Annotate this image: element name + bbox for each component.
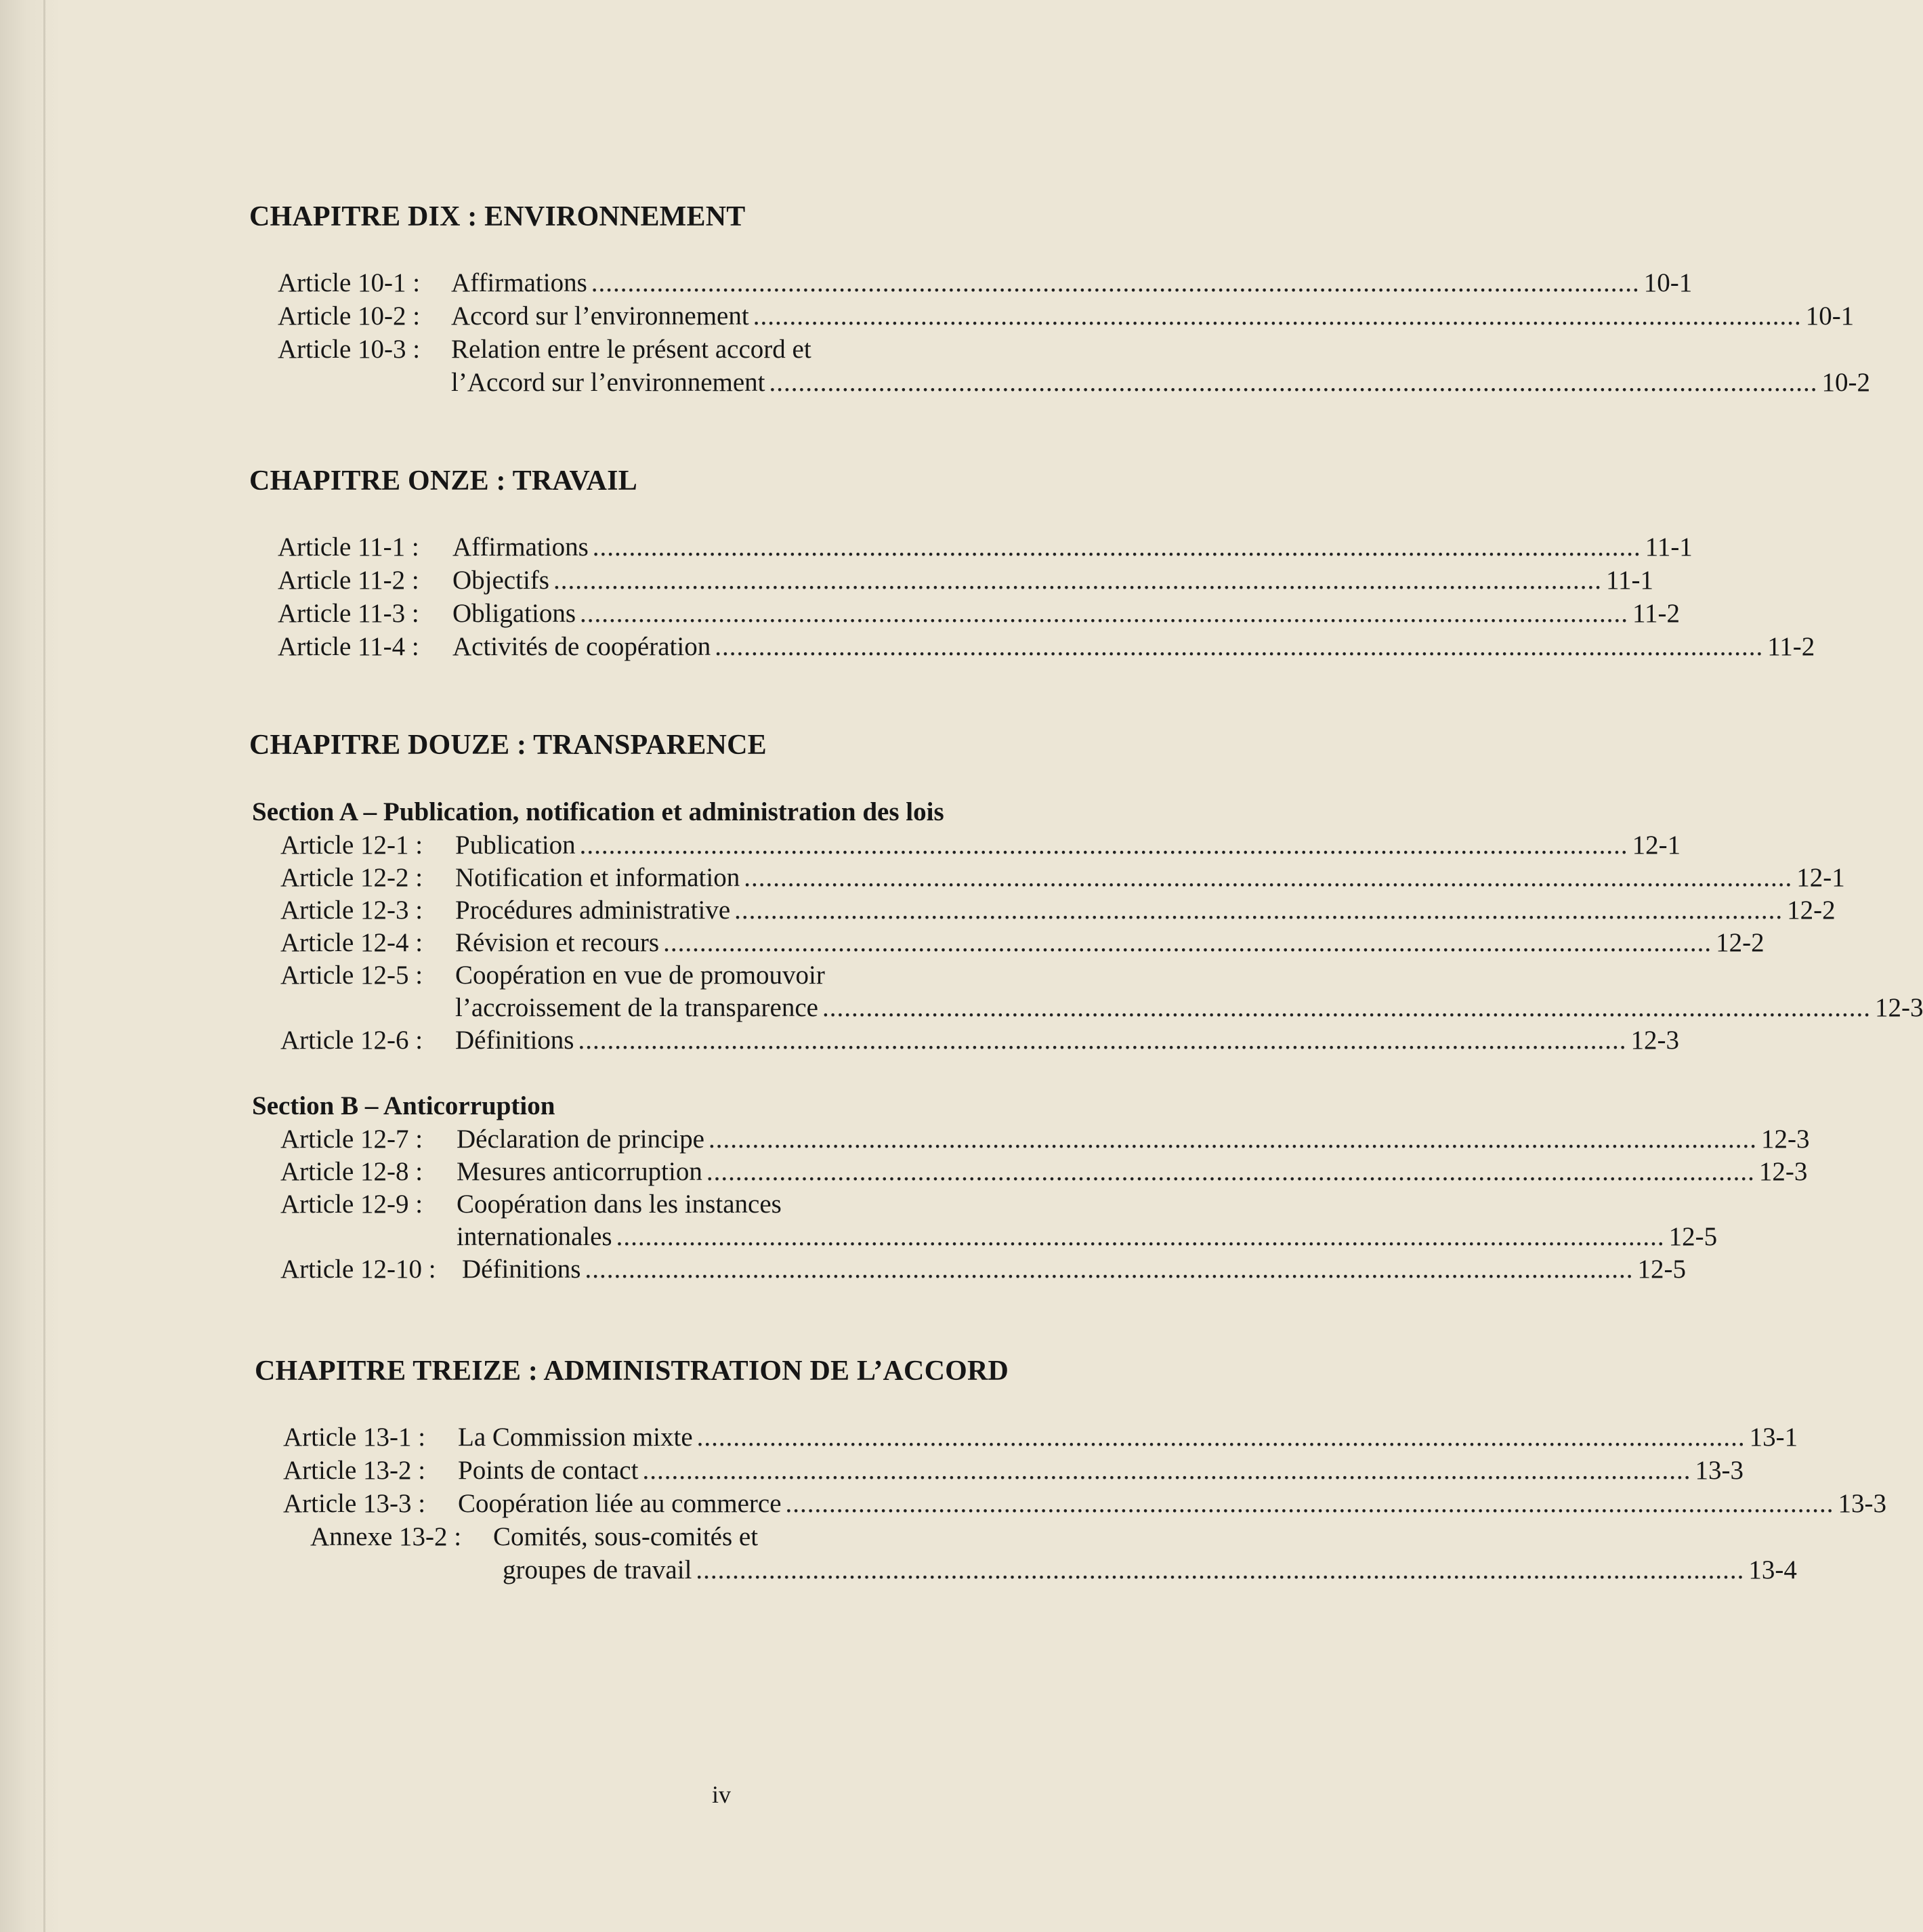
toc-entry-annexe-13-2 bbox=[310, 1521, 1053, 1553]
article-number: Article 13-2 : bbox=[283, 1456, 426, 1485]
page-number: 13-3 bbox=[1838, 1489, 1887, 1518]
toc-entry-13-2 bbox=[283, 1454, 1744, 1487]
toc-entry-12-9 bbox=[280, 1188, 1050, 1221]
page-number: 12-3 bbox=[1758, 1157, 1808, 1186]
dot-leader: ................................................................................................................................................ bbox=[553, 566, 1602, 595]
article-title-continued: l’Accord sur l’environnement bbox=[451, 368, 765, 397]
article-number: Article 11-4 : bbox=[278, 632, 419, 661]
toc-entry-12-8 bbox=[280, 1156, 1808, 1188]
article-title: Définitions bbox=[455, 1026, 574, 1055]
page-number: 11-2 bbox=[1767, 632, 1815, 661]
dot-leader: ................................................................................................................................................ bbox=[642, 1456, 1691, 1485]
dot-leader: ................................................................................................................................................ bbox=[734, 896, 1783, 925]
article-number: Article 12-2 : bbox=[280, 863, 423, 892]
article-title: Obligations bbox=[452, 599, 576, 628]
toc-entry-12-1 bbox=[280, 829, 1681, 862]
dot-leader: ................................................................................................................................................ bbox=[579, 831, 1628, 860]
section-title-12a: Section A – Publication, notification et administration des lois bbox=[252, 797, 944, 826]
page-number: 12-1 bbox=[1632, 831, 1681, 860]
page-number: 12-5 bbox=[1637, 1255, 1686, 1284]
dot-leader: ................................................................................................................................................ bbox=[591, 268, 1640, 297]
annex-number: Annexe 13-2 : bbox=[310, 1522, 462, 1551]
page-number: 11-2 bbox=[1632, 599, 1681, 628]
toc-entry-12-10 bbox=[280, 1253, 1686, 1286]
annex-title-continued: groupes de travail bbox=[503, 1555, 692, 1584]
article-title: Relation entre le présent accord et bbox=[451, 335, 811, 364]
dot-leader: ................................................................................................................................................ bbox=[715, 632, 1764, 661]
dot-leader: ................................................................................................................................................ bbox=[822, 993, 1871, 1022]
dot-leader: ................................................................................................................................................ bbox=[744, 863, 1793, 892]
chapter-title-12: CHAPITRE DOUZE : TRANSPARENCE bbox=[249, 730, 767, 761]
toc-entry-11-4 bbox=[278, 631, 1815, 663]
page-number: 13-1 bbox=[1749, 1423, 1798, 1452]
page-number: 12-3 bbox=[1874, 993, 1923, 1022]
article-number: Article 11-2 : bbox=[278, 566, 419, 595]
dot-leader: ................................................................................................................................................ bbox=[696, 1555, 1745, 1584]
article-title: Notification et information bbox=[455, 863, 740, 892]
toc-entry-12-3 bbox=[280, 894, 1836, 927]
dot-leader: ................................................................................................................................................ bbox=[578, 1026, 1627, 1055]
dot-leader: ................................................................................................................................................ bbox=[785, 1489, 1834, 1518]
article-title: Coopération dans les instances bbox=[457, 1190, 782, 1219]
chapter-title-10: CHAPITRE DIX : ENVIRONNEMENT bbox=[249, 201, 746, 232]
page-number: 11-1 bbox=[1605, 566, 1654, 595]
toc-entry-10-1 bbox=[278, 267, 1693, 299]
toc-entry-11-3 bbox=[278, 597, 1681, 630]
article-title: Affirmations bbox=[451, 268, 587, 297]
page-number: 13-4 bbox=[1748, 1555, 1797, 1584]
article-number: Article 12-1 : bbox=[280, 831, 423, 860]
page-number: 12-2 bbox=[1787, 896, 1836, 925]
article-number: Article 12-3 : bbox=[280, 896, 423, 925]
dot-leader: ................................................................................................................................................ bbox=[580, 599, 1628, 628]
section-title-12b: Section B – Anticorruption bbox=[252, 1091, 555, 1120]
article-number: Article 10-2 : bbox=[278, 301, 421, 331]
article-number: Article 12-4 : bbox=[280, 928, 423, 957]
toc-entry-12-4 bbox=[280, 927, 1764, 959]
article-number: Article 11-1 : bbox=[278, 532, 419, 562]
article-number: Article 12-10 : bbox=[280, 1255, 436, 1284]
page-number: 12-5 bbox=[1668, 1222, 1718, 1251]
page-number: 10-2 bbox=[1821, 368, 1871, 397]
article-title: Déclaration de principe bbox=[457, 1125, 704, 1154]
toc-entry-11-1 bbox=[278, 531, 1693, 564]
page-spine-shadow bbox=[43, 0, 45, 1932]
article-number: Article 12-6 : bbox=[280, 1026, 423, 1055]
article-number: Article 12-5 : bbox=[280, 961, 423, 990]
chapter-title-11: CHAPITRE ONZE : TRAVAIL bbox=[249, 465, 637, 497]
article-title: Points de contact bbox=[458, 1456, 639, 1485]
toc-entry-13-3 bbox=[283, 1488, 1887, 1520]
dot-leader: ................................................................................................................................................ bbox=[709, 1125, 1757, 1154]
page-number: 12-2 bbox=[1716, 928, 1764, 957]
toc-entry-10-2 bbox=[278, 300, 1855, 333]
dot-leader: ................................................................................................................................................ bbox=[706, 1157, 1755, 1186]
toc-entry-12-5-continued bbox=[455, 992, 1923, 1024]
page-number: 12-1 bbox=[1796, 863, 1845, 892]
article-number: Article 13-3 : bbox=[283, 1489, 426, 1518]
dot-leader: ................................................................................................................................................ bbox=[696, 1423, 1746, 1452]
toc-entry-10-3 bbox=[278, 333, 1050, 366]
page-number: 11-1 bbox=[1645, 532, 1693, 562]
article-title-continued: l’accroissement de la transparence bbox=[455, 993, 818, 1022]
article-title: Objectifs bbox=[452, 566, 549, 595]
article-title: Coopération en vue de promouvoir bbox=[455, 961, 825, 990]
page-number: 13-3 bbox=[1695, 1456, 1744, 1485]
article-title: Publication bbox=[455, 831, 576, 860]
dot-leader: ................................................................................................................................................ bbox=[592, 532, 1641, 562]
article-number: Article 12-8 : bbox=[280, 1157, 423, 1186]
page-number: 10-1 bbox=[1805, 301, 1855, 331]
article-title: Accord sur l’environnement bbox=[451, 301, 749, 331]
article-title: Activités de coopération bbox=[452, 632, 711, 661]
article-title: Mesures anticorruption bbox=[457, 1157, 702, 1186]
dot-leader: ................................................................................................................................................ bbox=[769, 368, 1818, 397]
toc-entry-11-2 bbox=[278, 564, 1654, 597]
toc-entry-12-7 bbox=[280, 1123, 1810, 1156]
article-title: Procédures administrative bbox=[455, 896, 731, 925]
article-title-continued: internationales bbox=[457, 1222, 612, 1251]
article-title: La Commission mixte bbox=[458, 1423, 693, 1452]
article-number: Article 12-9 : bbox=[280, 1190, 423, 1219]
toc-entry-13-1 bbox=[283, 1421, 1798, 1454]
article-number: Article 10-1 : bbox=[278, 268, 421, 297]
article-number: Article 10-3 : bbox=[278, 335, 421, 364]
toc-entry-10-3-continued bbox=[451, 366, 1871, 399]
article-title: Définitions bbox=[462, 1255, 581, 1284]
article-number: Article 13-1 : bbox=[283, 1423, 426, 1452]
page-number: 10-1 bbox=[1643, 268, 1693, 297]
article-title: Affirmations bbox=[452, 532, 589, 562]
page-folio: iv bbox=[711, 1781, 731, 1808]
article-title: Coopération liée au commerce bbox=[458, 1489, 782, 1518]
page-number: 12-3 bbox=[1630, 1026, 1679, 1055]
toc-entry-12-2 bbox=[280, 862, 1845, 894]
toc-entry-12-5 bbox=[280, 959, 1050, 992]
article-number: Article 12-7 : bbox=[280, 1125, 423, 1154]
dot-leader: ................................................................................................................................................ bbox=[616, 1222, 1665, 1251]
annex-title: Comités, sous-comités et bbox=[493, 1522, 759, 1551]
dot-leader: ................................................................................................................................................ bbox=[663, 928, 1712, 957]
page-number: 12-3 bbox=[1761, 1125, 1810, 1154]
dot-leader: ................................................................................................................................................ bbox=[585, 1255, 1634, 1284]
article-number: Article 11-3 : bbox=[278, 599, 419, 628]
dot-leader: ................................................................................................................................................ bbox=[753, 301, 1802, 331]
toc-entry-12-6 bbox=[280, 1024, 1679, 1057]
toc-entry-12-9-continued bbox=[457, 1221, 1718, 1253]
chapter-title-13: CHAPITRE TREIZE : ADMINISTRATION DE L’ACCORD bbox=[255, 1356, 1009, 1387]
toc-entry-annexe-13-2-continued bbox=[503, 1554, 1797, 1587]
article-title: Révision et recours bbox=[455, 928, 660, 957]
